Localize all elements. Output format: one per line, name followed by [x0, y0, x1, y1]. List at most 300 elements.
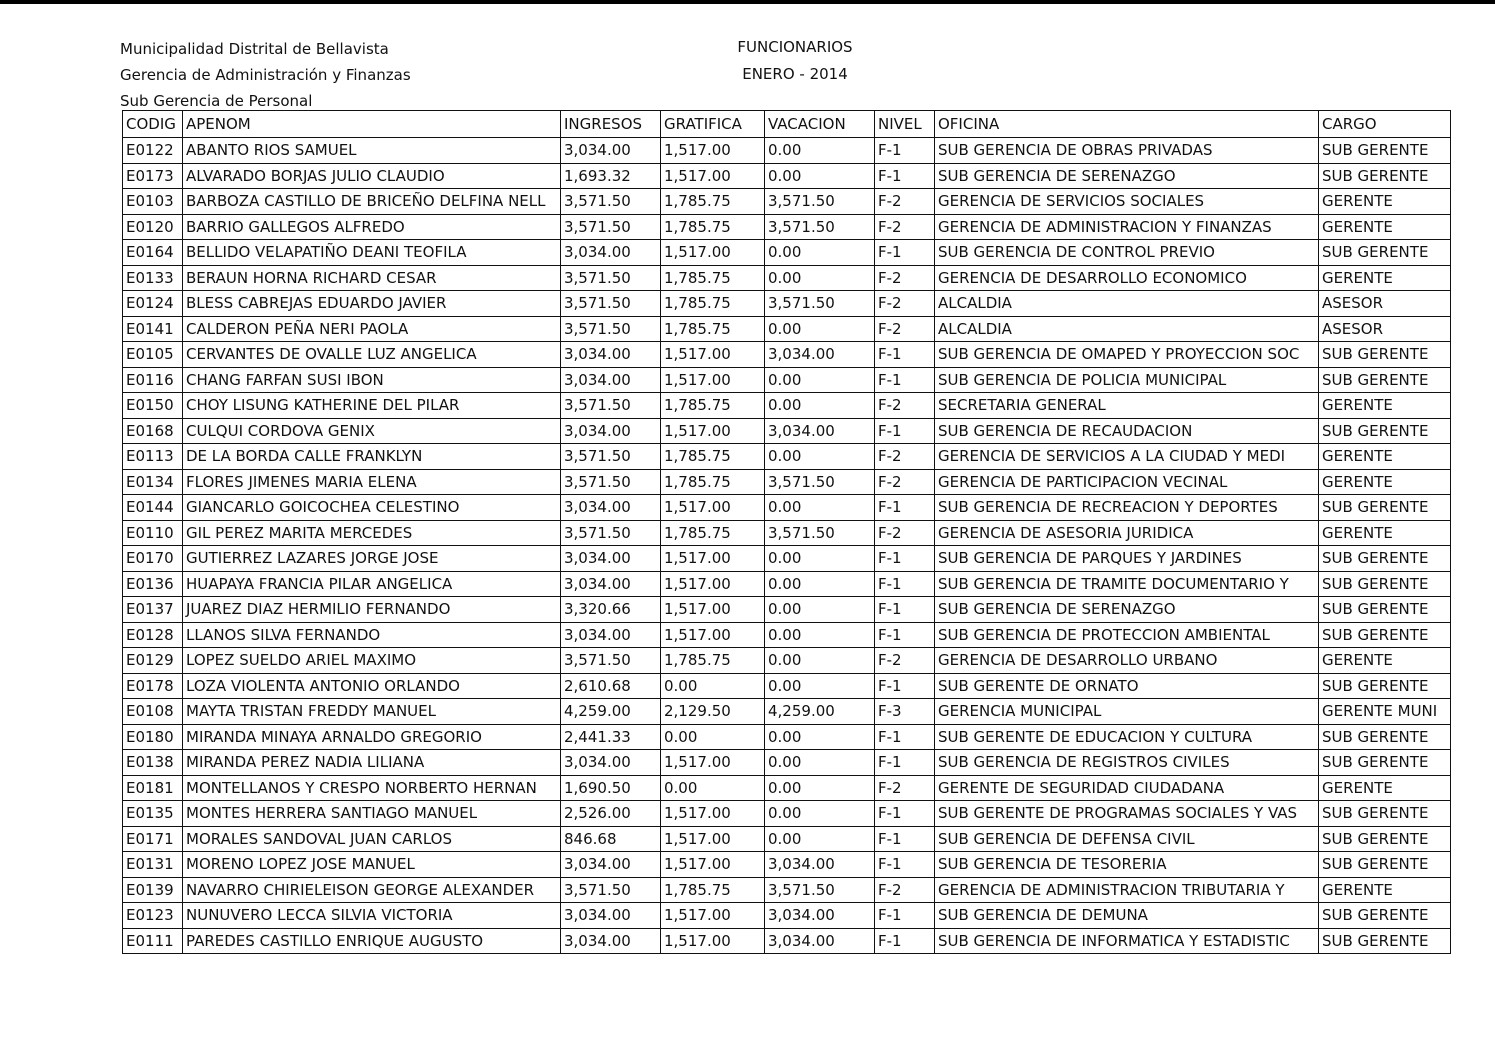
cell-codig: E0164 [123, 240, 183, 266]
cell-nivel: F-2 [875, 648, 935, 674]
cell-cargo: GERENTE MUNI [1319, 699, 1451, 725]
cell-gratifica: 1,785.75 [661, 469, 765, 495]
cell-nivel: F-1 [875, 622, 935, 648]
cell-vacacion: 0.00 [765, 826, 875, 852]
cell-ingresos: 3,571.50 [561, 291, 661, 317]
cell-oficina: ALCALDIA [935, 316, 1319, 342]
cell-codig: E0113 [123, 444, 183, 470]
cell-gratifica: 0.00 [661, 775, 765, 801]
cell-cargo: SUB GERENTE [1319, 418, 1451, 444]
cell-ingresos: 2,526.00 [561, 801, 661, 827]
cell-gratifica: 1,785.75 [661, 393, 765, 419]
cell-apenom: MONTELLANOS Y CRESPO NORBERTO HERNAN [183, 775, 561, 801]
cell-apenom: BARBOZA CASTILLO DE BRICEÑO DELFINA NELL [183, 189, 561, 215]
cell-apenom: CHOY LISUNG KATHERINE DEL PILAR [183, 393, 561, 419]
document-title: FUNCIONARIOS [737, 38, 853, 56]
cell-gratifica: 1,517.00 [661, 418, 765, 444]
cell-gratifica: 1,785.75 [661, 189, 765, 215]
cell-ingresos: 3,571.50 [561, 393, 661, 419]
cell-ingresos: 3,034.00 [561, 903, 661, 929]
cell-ingresos: 3,034.00 [561, 546, 661, 572]
cell-apenom: GUTIERREZ LAZARES JORGE JOSE [183, 546, 561, 572]
cell-nivel: F-1 [875, 342, 935, 368]
cell-codig: E0138 [123, 750, 183, 776]
cell-nivel: F-1 [875, 801, 935, 827]
cell-cargo: SUB GERENTE [1319, 571, 1451, 597]
cell-codig: E0123 [123, 903, 183, 929]
cell-ingresos: 3,034.00 [561, 138, 661, 164]
cell-apenom: MORALES SANDOVAL JUAN CARLOS [183, 826, 561, 852]
cell-nivel: F-1 [875, 724, 935, 750]
cell-codig: E0180 [123, 724, 183, 750]
cell-oficina: GERENCIA DE SERVICIOS A LA CIUDAD Y MEDI [935, 444, 1319, 470]
cell-apenom: NAVARRO CHIRIELEISON GEORGE ALEXANDER [183, 877, 561, 903]
cell-gratifica: 1,517.00 [661, 852, 765, 878]
cell-codig: E0136 [123, 571, 183, 597]
cell-gratifica: 1,517.00 [661, 495, 765, 521]
cell-vacacion: 0.00 [765, 801, 875, 827]
cell-nivel: F-2 [875, 444, 935, 470]
cell-codig: E0137 [123, 597, 183, 623]
cell-vacacion: 0.00 [765, 163, 875, 189]
cell-ingresos: 3,571.50 [561, 316, 661, 342]
table-row [123, 928, 1451, 954]
cell-vacacion: 3,571.50 [765, 189, 875, 215]
cell-codig: E0181 [123, 775, 183, 801]
cell-oficina: SUB GERENCIA DE DEFENSA CIVIL [935, 826, 1319, 852]
table-row [123, 291, 1451, 317]
document-period: ENERO - 2014 [742, 65, 848, 83]
cell-oficina: SUB GERENCIA DE TRAMITE DOCUMENTARIO Y [935, 571, 1319, 597]
cell-apenom: MORENO LOPEZ JOSE MANUEL [183, 852, 561, 878]
cell-cargo: GERENTE [1319, 444, 1451, 470]
cell-apenom: CHANG FARFAN SUSI IBON [183, 367, 561, 393]
cell-codig: E0170 [123, 546, 183, 572]
cell-cargo: GERENTE [1319, 775, 1451, 801]
cell-ingresos: 1,690.50 [561, 775, 661, 801]
cell-oficina: GERENCIA DE SERVICIOS SOCIALES [935, 189, 1319, 215]
cell-gratifica: 1,517.00 [661, 801, 765, 827]
table-row [123, 265, 1451, 291]
cell-apenom: JUAREZ DIAZ HERMILIO FERNANDO [183, 597, 561, 623]
cell-apenom: HUAPAYA FRANCIA PILAR ANGELICA [183, 571, 561, 597]
cell-oficina: SUB GERENTE DE ORNATO [935, 673, 1319, 699]
cell-nivel: F-2 [875, 775, 935, 801]
scan-top-border [0, 0, 1495, 4]
cell-gratifica: 1,517.00 [661, 903, 765, 929]
cell-gratifica: 1,517.00 [661, 546, 765, 572]
cell-codig: E0111 [123, 928, 183, 954]
cell-vacacion: 0.00 [765, 648, 875, 674]
organization-header [120, 36, 411, 114]
cell-codig: E0124 [123, 291, 183, 317]
org-subdepartment: Sub Gerencia de Personal [120, 92, 313, 110]
cell-oficina: SUB GERENCIA DE INFORMATICA Y ESTADISTIC [935, 928, 1319, 954]
cell-vacacion: 3,034.00 [765, 928, 875, 954]
table-row [123, 163, 1451, 189]
cell-gratifica: 1,517.00 [661, 138, 765, 164]
cell-nivel: F-1 [875, 571, 935, 597]
cell-apenom: BELLIDO VELAPATIÑO DEANI TEOFILA [183, 240, 561, 266]
cell-gratifica: 1,517.00 [661, 240, 765, 266]
table-row [123, 571, 1451, 597]
table-row [123, 775, 1451, 801]
cell-apenom: BARRIO GALLEGOS ALFREDO [183, 214, 561, 240]
cell-oficina: ALCALDIA [935, 291, 1319, 317]
cell-cargo: SUB GERENTE [1319, 138, 1451, 164]
cell-oficina: SUB GERENCIA DE RECREACION Y DEPORTES [935, 495, 1319, 521]
table-row [123, 393, 1451, 419]
cell-nivel: F-1 [875, 367, 935, 393]
cell-cargo: SUB GERENTE [1319, 367, 1451, 393]
cell-cargo: SUB GERENTE [1319, 673, 1451, 699]
cell-cargo: GERENTE [1319, 520, 1451, 546]
cell-nivel: F-1 [875, 240, 935, 266]
table-row [123, 189, 1451, 215]
cell-codig: E0128 [123, 622, 183, 648]
cell-apenom: NUNUVERO LECCA SILVIA VICTORIA [183, 903, 561, 929]
cell-ingresos: 846.68 [561, 826, 661, 852]
cell-gratifica: 0.00 [661, 724, 765, 750]
cell-oficina: SUB GERENCIA DE CONTROL PREVIO [935, 240, 1319, 266]
cell-codig: E0150 [123, 393, 183, 419]
table-row [123, 214, 1451, 240]
staff-table [122, 110, 1451, 954]
cell-cargo: SUB GERENTE [1319, 801, 1451, 827]
cell-vacacion: 0.00 [765, 367, 875, 393]
cell-nivel: F-2 [875, 189, 935, 215]
cell-nivel: F-2 [875, 316, 935, 342]
table-row [123, 495, 1451, 521]
cell-oficina: SECRETARIA GENERAL [935, 393, 1319, 419]
cell-vacacion: 0.00 [765, 138, 875, 164]
column-header-nivel: NIVEL [875, 111, 935, 138]
cell-cargo: SUB GERENTE [1319, 546, 1451, 572]
cell-nivel: F-2 [875, 265, 935, 291]
cell-oficina: SUB GERENCIA DE OBRAS PRIVADAS [935, 138, 1319, 164]
cell-nivel: F-2 [875, 520, 935, 546]
cell-nivel: F-1 [875, 546, 935, 572]
cell-codig: E0173 [123, 163, 183, 189]
cell-apenom: BERAUN HORNA RICHARD CESAR [183, 265, 561, 291]
cell-cargo: SUB GERENTE [1319, 724, 1451, 750]
cell-oficina: GERENCIA DE ADMINISTRACION TRIBUTARIA Y [935, 877, 1319, 903]
cell-ingresos: 3,034.00 [561, 240, 661, 266]
cell-ingresos: 3,320.66 [561, 597, 661, 623]
cell-nivel: F-1 [875, 826, 935, 852]
cell-codig: E0144 [123, 495, 183, 521]
cell-apenom: GIANCARLO GOICOCHEA CELESTINO [183, 495, 561, 521]
cell-gratifica: 1,517.00 [661, 163, 765, 189]
cell-gratifica: 1,517.00 [661, 571, 765, 597]
cell-apenom: MIRANDA MINAYA ARNALDO GREGORIO [183, 724, 561, 750]
cell-nivel: F-2 [875, 469, 935, 495]
cell-oficina: GERENCIA DE PARTICIPACION VECINAL [935, 469, 1319, 495]
cell-vacacion: 0.00 [765, 495, 875, 521]
cell-ingresos: 3,571.50 [561, 214, 661, 240]
cell-vacacion: 0.00 [765, 724, 875, 750]
cell-vacacion: 0.00 [765, 546, 875, 572]
table-row [123, 648, 1451, 674]
cell-vacacion: 4,259.00 [765, 699, 875, 725]
table-row [123, 699, 1451, 725]
cell-oficina: SUB GERENCIA DE POLICIA MUNICIPAL [935, 367, 1319, 393]
cell-nivel: F-2 [875, 877, 935, 903]
cell-codig: E0139 [123, 877, 183, 903]
cell-apenom: LOZA VIOLENTA ANTONIO ORLANDO [183, 673, 561, 699]
cell-oficina: SUB GERENCIA DE RECAUDACION [935, 418, 1319, 444]
table-row [123, 316, 1451, 342]
cell-oficina: SUB GERENCIA DE SERENAZGO [935, 597, 1319, 623]
cell-nivel: F-1 [875, 750, 935, 776]
column-header-cargo: CARGO [1319, 111, 1451, 138]
cell-gratifica: 1,517.00 [661, 928, 765, 954]
org-name: Municipalidad Distrital de Bellavista [120, 40, 389, 58]
cell-oficina: GERENCIA DE ASESORIA JURIDICA [935, 520, 1319, 546]
cell-gratifica: 1,517.00 [661, 750, 765, 776]
cell-ingresos: 3,034.00 [561, 928, 661, 954]
cell-cargo: ASESOR [1319, 316, 1451, 342]
column-header-vacacion: VACACION [765, 111, 875, 138]
cell-gratifica: 1,785.75 [661, 214, 765, 240]
cell-nivel: F-2 [875, 393, 935, 419]
cell-ingresos: 3,571.50 [561, 648, 661, 674]
cell-gratifica: 1,785.75 [661, 316, 765, 342]
cell-cargo: SUB GERENTE [1319, 750, 1451, 776]
cell-gratifica: 1,785.75 [661, 265, 765, 291]
cell-codig: E0110 [123, 520, 183, 546]
cell-apenom: MONTES HERRERA SANTIAGO MANUEL [183, 801, 561, 827]
cell-cargo: GERENTE [1319, 648, 1451, 674]
cell-oficina: GERENCIA DE DESARROLLO URBANO [935, 648, 1319, 674]
cell-nivel: F-1 [875, 852, 935, 878]
cell-vacacion: 0.00 [765, 673, 875, 699]
cell-vacacion: 0.00 [765, 316, 875, 342]
cell-nivel: F-3 [875, 699, 935, 725]
cell-cargo: SUB GERENTE [1319, 826, 1451, 852]
cell-nivel: F-2 [875, 214, 935, 240]
cell-cargo: GERENTE [1319, 265, 1451, 291]
table-row [123, 546, 1451, 572]
cell-apenom: CALDERON PEÑA NERI PAOLA [183, 316, 561, 342]
cell-vacacion: 3,571.50 [765, 877, 875, 903]
cell-nivel: F-1 [875, 597, 935, 623]
cell-cargo: GERENTE [1319, 214, 1451, 240]
column-header-apenom: APENOM [183, 111, 561, 138]
cell-nivel: F-1 [875, 163, 935, 189]
cell-cargo: GERENTE [1319, 189, 1451, 215]
org-department: Gerencia de Administración y Finanzas [120, 66, 411, 84]
cell-ingresos: 4,259.00 [561, 699, 661, 725]
cell-oficina: SUB GERENCIA DE PARQUES Y JARDINES [935, 546, 1319, 572]
cell-apenom: LOPEZ SUELDO ARIEL MAXIMO [183, 648, 561, 674]
table-row [123, 240, 1451, 266]
table-row [123, 826, 1451, 852]
cell-ingresos: 3,034.00 [561, 622, 661, 648]
cell-codig: E0122 [123, 138, 183, 164]
cell-gratifica: 1,517.00 [661, 826, 765, 852]
cell-ingresos: 3,571.50 [561, 877, 661, 903]
document-title-block [720, 34, 870, 88]
cell-apenom: PAREDES CASTILLO ENRIQUE AUGUSTO [183, 928, 561, 954]
column-header-codig: CODIG [123, 111, 183, 138]
table-row [123, 418, 1451, 444]
cell-ingresos: 3,034.00 [561, 495, 661, 521]
cell-oficina: SUB GERENTE DE PROGRAMAS SOCIALES Y VAS [935, 801, 1319, 827]
cell-ingresos: 3,571.50 [561, 189, 661, 215]
cell-vacacion: 3,034.00 [765, 903, 875, 929]
cell-codig: E0134 [123, 469, 183, 495]
cell-vacacion: 3,571.50 [765, 469, 875, 495]
cell-vacacion: 3,034.00 [765, 342, 875, 368]
cell-vacacion: 0.00 [765, 265, 875, 291]
cell-cargo: GERENTE [1319, 469, 1451, 495]
cell-ingresos: 2,610.68 [561, 673, 661, 699]
cell-vacacion: 0.00 [765, 444, 875, 470]
cell-gratifica: 1,517.00 [661, 597, 765, 623]
cell-vacacion: 0.00 [765, 571, 875, 597]
cell-oficina: GERENCIA MUNICIPAL [935, 699, 1319, 725]
cell-gratifica: 1,785.75 [661, 291, 765, 317]
cell-oficina: GERENCIA DE DESARROLLO ECONOMICO [935, 265, 1319, 291]
cell-vacacion: 0.00 [765, 622, 875, 648]
cell-vacacion: 0.00 [765, 775, 875, 801]
cell-vacacion: 0.00 [765, 240, 875, 266]
cell-nivel: F-2 [875, 291, 935, 317]
cell-apenom: CERVANTES DE OVALLE LUZ ANGELICA [183, 342, 561, 368]
cell-cargo: SUB GERENTE [1319, 903, 1451, 929]
cell-oficina: SUB GERENCIA DE TESORERIA [935, 852, 1319, 878]
table-row [123, 903, 1451, 929]
cell-ingresos: 1,693.32 [561, 163, 661, 189]
cell-vacacion: 3,034.00 [765, 418, 875, 444]
cell-codig: E0141 [123, 316, 183, 342]
cell-ingresos: 3,571.50 [561, 469, 661, 495]
cell-oficina: SUB GERENCIA DE DEMUNA [935, 903, 1319, 929]
cell-nivel: F-1 [875, 673, 935, 699]
cell-apenom: FLORES JIMENES MARIA ELENA [183, 469, 561, 495]
cell-codig: E0178 [123, 673, 183, 699]
cell-cargo: GERENTE [1319, 877, 1451, 903]
cell-nivel: F-1 [875, 418, 935, 444]
cell-cargo: SUB GERENTE [1319, 622, 1451, 648]
cell-nivel: F-1 [875, 495, 935, 521]
cell-oficina: SUB GERENCIA DE PROTECCION AMBIENTAL [935, 622, 1319, 648]
cell-vacacion: 3,571.50 [765, 214, 875, 240]
cell-gratifica: 1,517.00 [661, 367, 765, 393]
table-row [123, 750, 1451, 776]
cell-codig: E0135 [123, 801, 183, 827]
cell-ingresos: 3,034.00 [561, 750, 661, 776]
cell-gratifica: 1,785.75 [661, 520, 765, 546]
cell-vacacion: 3,034.00 [765, 852, 875, 878]
cell-codig: E0108 [123, 699, 183, 725]
cell-ingresos: 3,034.00 [561, 367, 661, 393]
cell-oficina: SUB GERENCIA DE SERENAZGO [935, 163, 1319, 189]
cell-gratifica: 1,785.75 [661, 648, 765, 674]
cell-apenom: DE LA BORDA CALLE FRANKLYN [183, 444, 561, 470]
cell-gratifica: 1,785.75 [661, 877, 765, 903]
cell-gratifica: 0.00 [661, 673, 765, 699]
table-row [123, 138, 1451, 164]
column-header-oficina: OFICINA [935, 111, 1319, 138]
cell-cargo: SUB GERENTE [1319, 240, 1451, 266]
cell-oficina: GERENTE DE SEGURIDAD CIUDADANA [935, 775, 1319, 801]
table-header-row [123, 111, 1451, 138]
cell-cargo: SUB GERENTE [1319, 163, 1451, 189]
cell-oficina: SUB GERENTE DE EDUCACION Y CULTURA [935, 724, 1319, 750]
cell-vacacion: 3,571.50 [765, 291, 875, 317]
table-row [123, 520, 1451, 546]
table-row [123, 673, 1451, 699]
cell-vacacion: 0.00 [765, 393, 875, 419]
cell-gratifica: 1,517.00 [661, 622, 765, 648]
cell-apenom: CULQUI CORDOVA GENIX [183, 418, 561, 444]
cell-ingresos: 3,571.50 [561, 265, 661, 291]
cell-ingresos: 3,571.50 [561, 444, 661, 470]
table-row [123, 597, 1451, 623]
table-row [123, 342, 1451, 368]
cell-codig: E0171 [123, 826, 183, 852]
cell-cargo: SUB GERENTE [1319, 597, 1451, 623]
table-row [123, 469, 1451, 495]
cell-codig: E0133 [123, 265, 183, 291]
cell-nivel: F-1 [875, 928, 935, 954]
cell-gratifica: 1,785.75 [661, 444, 765, 470]
cell-vacacion: 0.00 [765, 750, 875, 776]
cell-cargo: GERENTE [1319, 393, 1451, 419]
table-row [123, 852, 1451, 878]
cell-apenom: MIRANDA PEREZ NADIA LILIANA [183, 750, 561, 776]
cell-vacacion: 0.00 [765, 597, 875, 623]
column-header-gratifica: GRATIFICA [661, 111, 765, 138]
cell-codig: E0131 [123, 852, 183, 878]
cell-apenom: GIL PEREZ MARITA MERCEDES [183, 520, 561, 546]
cell-oficina: SUB GERENCIA DE OMAPED Y PROYECCION SOC [935, 342, 1319, 368]
cell-vacacion: 3,571.50 [765, 520, 875, 546]
cell-ingresos: 3,034.00 [561, 342, 661, 368]
table-row [123, 444, 1451, 470]
cell-nivel: F-1 [875, 138, 935, 164]
cell-ingresos: 3,571.50 [561, 520, 661, 546]
cell-apenom: BLESS CABREJAS EDUARDO JAVIER [183, 291, 561, 317]
column-header-ingresos: INGRESOS [561, 111, 661, 138]
cell-nivel: F-1 [875, 903, 935, 929]
cell-oficina: SUB GERENCIA DE REGISTROS CIVILES [935, 750, 1319, 776]
table-row [123, 367, 1451, 393]
cell-codig: E0129 [123, 648, 183, 674]
cell-ingresos: 2,441.33 [561, 724, 661, 750]
cell-codig: E0120 [123, 214, 183, 240]
cell-ingresos: 3,034.00 [561, 571, 661, 597]
cell-cargo: SUB GERENTE [1319, 928, 1451, 954]
table-body [123, 138, 1451, 954]
cell-apenom: ABANTO RIOS SAMUEL [183, 138, 561, 164]
cell-codig: E0116 [123, 367, 183, 393]
cell-oficina: GERENCIA DE ADMINISTRACION Y FINANZAS [935, 214, 1319, 240]
cell-codig: E0103 [123, 189, 183, 215]
cell-gratifica: 1,517.00 [661, 342, 765, 368]
cell-apenom: ALVARADO BORJAS JULIO CLAUDIO [183, 163, 561, 189]
cell-cargo: SUB GERENTE [1319, 342, 1451, 368]
cell-cargo: SUB GERENTE [1319, 852, 1451, 878]
cell-cargo: ASESOR [1319, 291, 1451, 317]
table-row [123, 877, 1451, 903]
table-row [123, 801, 1451, 827]
cell-ingresos: 3,034.00 [561, 852, 661, 878]
cell-ingresos: 3,034.00 [561, 418, 661, 444]
cell-apenom: MAYTA TRISTAN FREDDY MANUEL [183, 699, 561, 725]
